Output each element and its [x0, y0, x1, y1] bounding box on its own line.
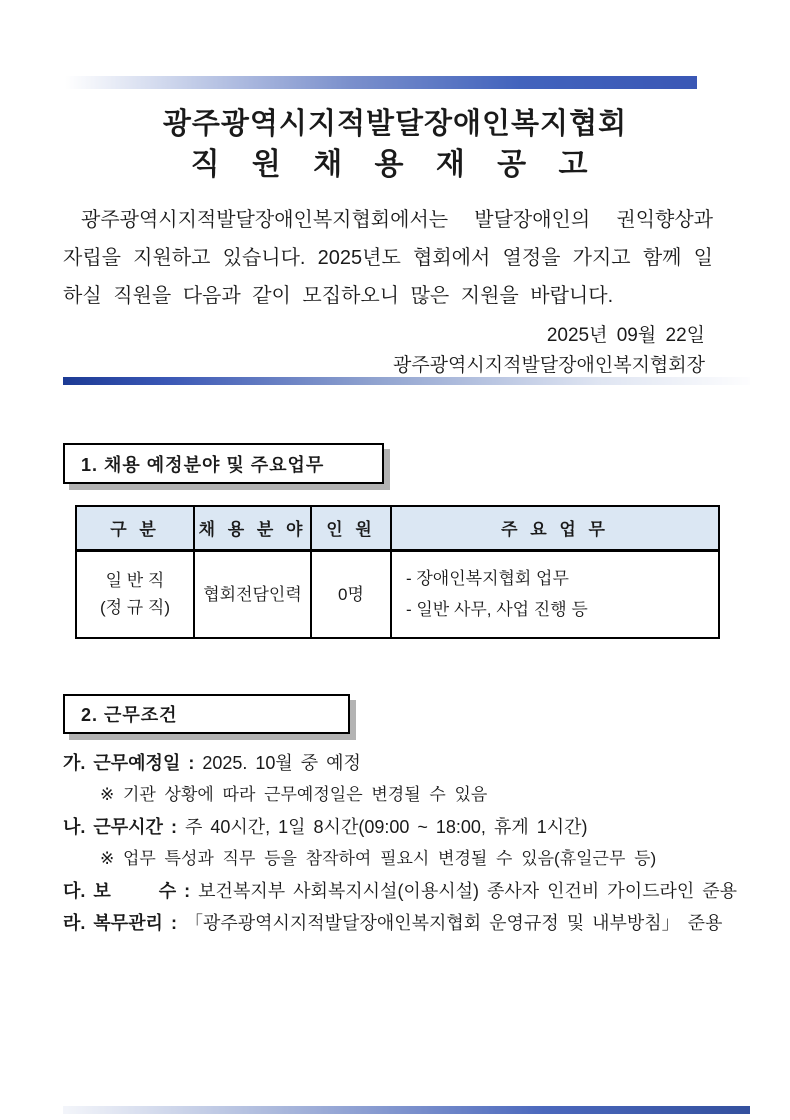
list-item-work-hours — [63, 815, 753, 839]
category-line2: (정 규 직) — [99, 598, 171, 618]
table-row — [76, 550, 719, 638]
item-text: 「광주광역시지적발달장애인복지협회 운영규정 및 내부방침」 준용 — [184, 913, 723, 933]
section1-heading: 1. 채용 예정분야 및 주요업무 — [81, 454, 325, 475]
list-item-pay — [63, 879, 753, 903]
footer-gradient-bar — [63, 1106, 750, 1114]
section2-heading-box — [63, 694, 350, 734]
cell-duties — [391, 550, 719, 638]
page-title: 직 원 채 용 재 공 고 — [190, 148, 600, 181]
column-header-headcount: 인 원 — [311, 506, 391, 550]
item-text: 보건복지부 사회복지시설(이용시설) 종사자 인건비 가이드라인 준용 — [198, 881, 738, 901]
item-text: 2025. 10월 중 예정 — [202, 753, 361, 773]
table-header-row — [76, 506, 719, 550]
list-note-start-date-change: ※ 기관 상황에 따라 근무예정일은 변경될 수 있음 — [100, 785, 488, 804]
divider-gradient-bar — [63, 377, 750, 385]
header-gradient-bar — [65, 76, 697, 89]
announcement-date: 2025년 09월 22일 — [546, 325, 705, 346]
intro-paragraph: 광주광역시지적발달장애인복지협회에서는 발달장애인의 권익향상과 자립을 지원하고 있습니다. 2025년도 협회에서 열정을 가지고 함께 일하실 직원을 다음과 같이 모집하오니 많은 지원을 바랍니다. — [63, 209, 713, 307]
duty-item: - 장애인복지협회 업무 — [406, 569, 569, 589]
work-conditions-list — [63, 751, 753, 943]
section1-heading-box — [63, 443, 384, 484]
list-item-service-management — [63, 911, 753, 935]
recruitment-table — [75, 505, 720, 639]
cell-headcount: 0명 — [311, 550, 391, 638]
column-header-duties: 주 요 업 무 — [391, 506, 719, 550]
cell-field: 협회전담인력 — [194, 550, 311, 638]
item-label: 나. 근무시간 : — [63, 817, 185, 837]
item-text: 주 40시간, 1일 8시간(09:00 ~ 18:00, 휴게 1시간) — [184, 817, 588, 837]
cell-category — [76, 550, 194, 638]
section2-heading: 2. 근무조건 — [81, 705, 178, 725]
item-label: 가. 근무예정일 : — [63, 753, 203, 773]
category-line1: 일 반 직 — [105, 571, 165, 591]
column-header-category: 구 분 — [76, 506, 194, 550]
duty-item: - 일반 사무, 사업 진행 등 — [406, 600, 588, 620]
item-label: 다. 보 수 : — [63, 881, 199, 901]
list-item-work-start-date — [63, 751, 753, 775]
list-note-hours-change: ※ 업무 특성과 직무 등을 참작하여 필요시 변경될 수 있음(휴일근무 등) — [100, 849, 657, 868]
date-signature-block — [245, 321, 705, 381]
column-header-field: 채 용 분 야 — [194, 506, 311, 550]
item-label: 라. 복무관리 : — [63, 913, 185, 933]
organization-title: 광주광역시지적발달장애인복지협회 — [162, 108, 628, 140]
signer-name: 광주광역시지적발달장애인복지협회장 — [392, 355, 705, 376]
